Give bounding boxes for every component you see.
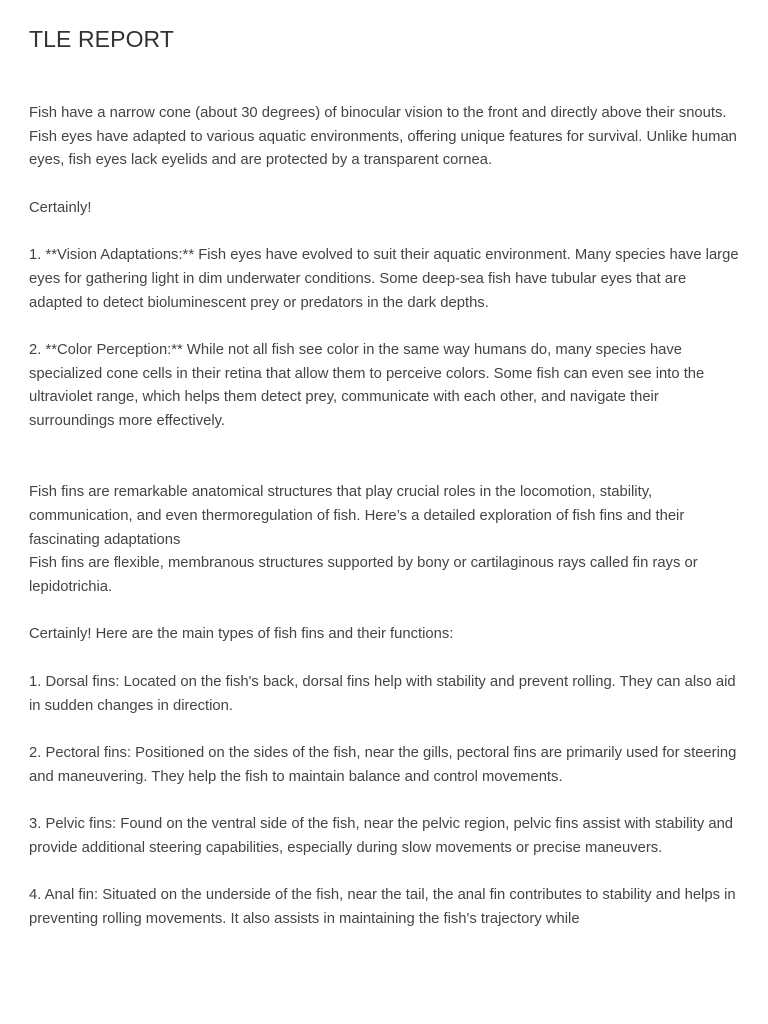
- blank-line: [29, 861, 741, 885]
- paragraph: 1. Dorsal fins: Located on the fish's back, dorsal fins help with stability and prevent rolling. They can also aid in sudden changes in direction.: [29, 673, 740, 714]
- blank-line: [29, 434, 741, 458]
- paragraph: Fish have a narrow cone (about 30 degrees) of binocular vision to the front and directly above their snouts. Fish eyes have adapted to various aquatic environments, offering unique features for survival. Unlike human eyes, fish eyes lack eyelids and are protected by a transparent cornea.: [29, 105, 742, 169]
- blank-line: [29, 789, 741, 813]
- paragraph: Fish fins are flexible, membranous structures supported by bony or cartilaginous rays called fin rays or lepidotrichia.: [29, 555, 702, 596]
- document-body: [29, 102, 741, 932]
- paragraph: Certainly! Here are the main types of fish fins and their functions:: [29, 626, 454, 643]
- blank-line: [29, 647, 741, 671]
- blank-line: [29, 600, 741, 624]
- paragraph: 1. **Vision Adaptations:** Fish eyes have evolved to suit their aquatic environment. Many species have large eyes for gathering light in dim underwater conditions. Some deep-sea fish have tubular eyes that are adapted to detect bioluminescent prey or predators in the dark depths.: [29, 247, 743, 311]
- blank-line: [29, 173, 741, 197]
- blank-line: [29, 315, 741, 339]
- paragraph: 2. **Color Perception:** While not all fish see color in the same way humans do, many species have specialized cone cells in their retina that allow them to perceive colors. Some fish can even see into the ultraviolet range, which helps them detect prey, communicate with each other, and navigate their surroundings more effectively.: [29, 342, 709, 430]
- document-title: TLE REPORT: [29, 26, 174, 52]
- paragraph: 4. Anal fin: Situated on the underside of the fish, near the tail, the anal fin contributes to stability and helps in preventing rolling movements. It also assists in maintaining the fish's trajectory while: [29, 887, 740, 927]
- blank-line: [29, 458, 741, 482]
- paragraph: Certainly!: [29, 199, 92, 216]
- paragraph: Fish fins are remarkable anatomical structures that play crucial roles in the locomotion, stability, communication, and even thermoregulation of fish. Here’s a detailed exploration of fish fins and their fascinating adaptations: [29, 484, 689, 548]
- blank-line: [29, 221, 741, 245]
- paragraph: 3. Pelvic fins: Found on the ventral side of the fish, near the pelvic region, pelvic fins assist with stability and provide additional steering capabilities, especially during slow movements or precise maneuvers.: [29, 816, 738, 856]
- paragraph: 2. Pectoral fins: Positioned on the sides of the fish, near the gills, pectoral fins are primarily used for steering and maneuvering. They help the fish to maintain balance and control movements.: [29, 744, 741, 785]
- blank-line: [29, 718, 741, 742]
